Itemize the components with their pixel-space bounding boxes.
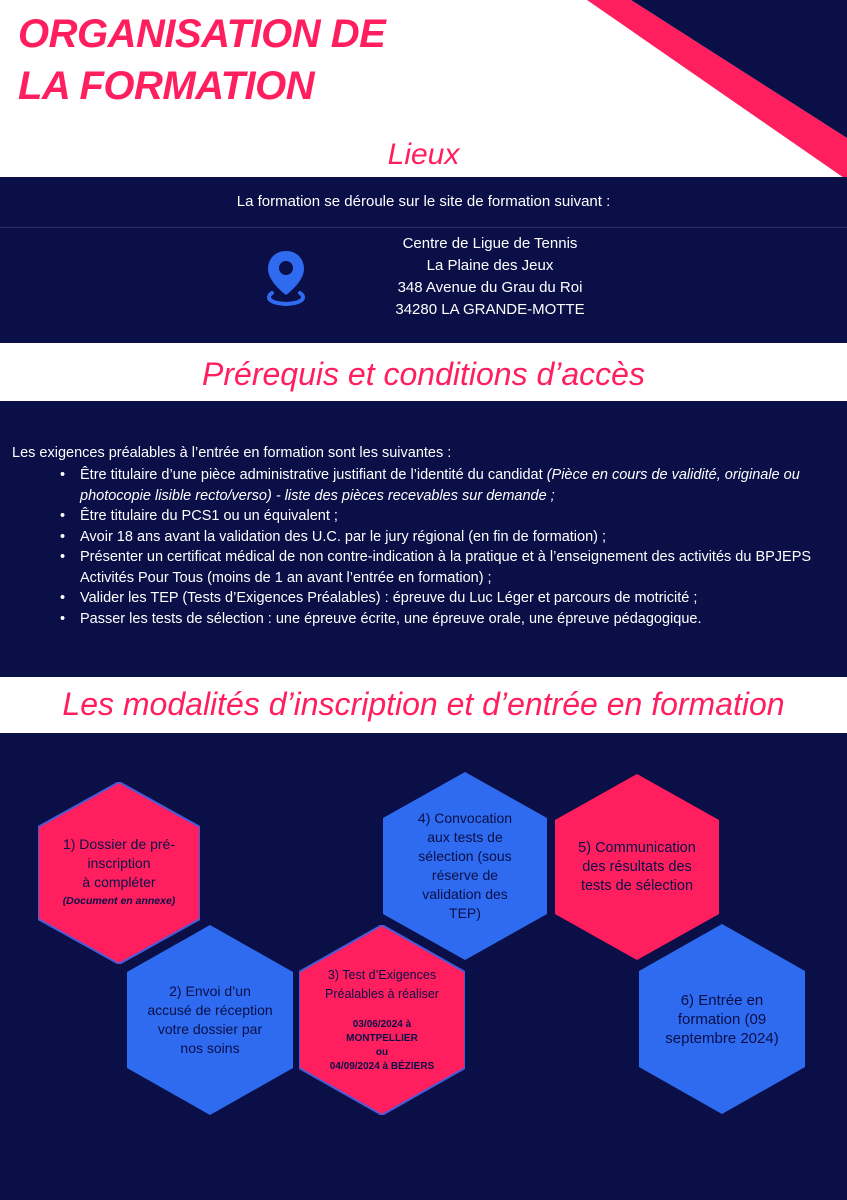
prerequis-section <box>0 401 847 677</box>
prerequis-intro: Les exigences préalables à l’entrée en formation sont les suivantes : <box>12 445 452 461</box>
divider <box>0 227 847 228</box>
step-text: 3) Test d’Exigences Préalables à réaliser 03/06/2024 à MONTPELLIER ou 04/09/2024 à BÉZIERS <box>325 968 439 1072</box>
step-hexagon-2 <box>127 925 293 1115</box>
list-item: • Avoir 18 ans avant la validation des U.C. par le jury régional (en fin de formation) ; <box>60 527 840 548</box>
address-line: La Plaine des Jeux <box>426 257 554 274</box>
step-text: 2) Envoi d’un accusé de réception votre dossier par nos soins <box>147 983 273 1056</box>
list-item: • Être titulaire d’une pièce administrative justifiant de l’identité du candidat (Pièce en cours de validité, originale ou photocopie lisible recto/verso) - liste des pièces recevables sur demande ; <box>60 465 840 506</box>
step-text: 4) Convocation aux tests de sélection (sous réserve de validation des TEP) <box>417 810 513 921</box>
lieux-intro: La formation se déroule sur le site de formation suivant : <box>236 193 611 210</box>
step-text: 5) Communication des résultats des tests de sélection <box>578 839 696 894</box>
lieux-heading: Lieux <box>387 138 460 171</box>
address-line: Centre de Ligue de Tennis <box>402 235 578 252</box>
list-item: • Passer les tests de sélection : une épreuve écrite, une épreuve orale, une épreuve pédagogique. <box>60 609 840 630</box>
step-hexagon-6 <box>639 924 805 1114</box>
prerequis-heading: Prérequis et conditions d’accès <box>202 356 645 392</box>
list-item: • Valider les TEP (Tests d’Exigences Préalables) : épreuve du Luc Léger et parcours de motricité ; <box>60 588 840 609</box>
step-text: 1) Dossier de pré- inscription à compléter (Document en annexe) <box>62 836 176 907</box>
address-block <box>340 233 640 321</box>
lieux-section <box>0 177 847 343</box>
step-hexagon-4 <box>383 772 547 960</box>
prerequis-list <box>60 465 840 629</box>
modalites-heading: Les modalités d’inscription et d’entrée en formation <box>62 686 785 722</box>
step-text: 6) Entrée en formation (09 septembre 2024) <box>665 991 779 1047</box>
address-line: 34280 LA GRANDE-MOTTE <box>395 301 585 318</box>
location-pin-icon <box>264 249 308 307</box>
address-line: 348 Avenue du Grau du Roi <box>397 279 583 296</box>
page-title: ORGANISATION DE LA FORMATION <box>18 12 386 108</box>
list-item: • Présenter un certificat médical de non contre-indication à la pratique et à l’enseignement des activités du BPJEPS Activités Pour Tous (moins de 1 an avant l’entrée en formation) ; <box>60 547 840 588</box>
list-item: • Être titulaire du PCS1 ou un équivalent ; <box>60 506 840 527</box>
